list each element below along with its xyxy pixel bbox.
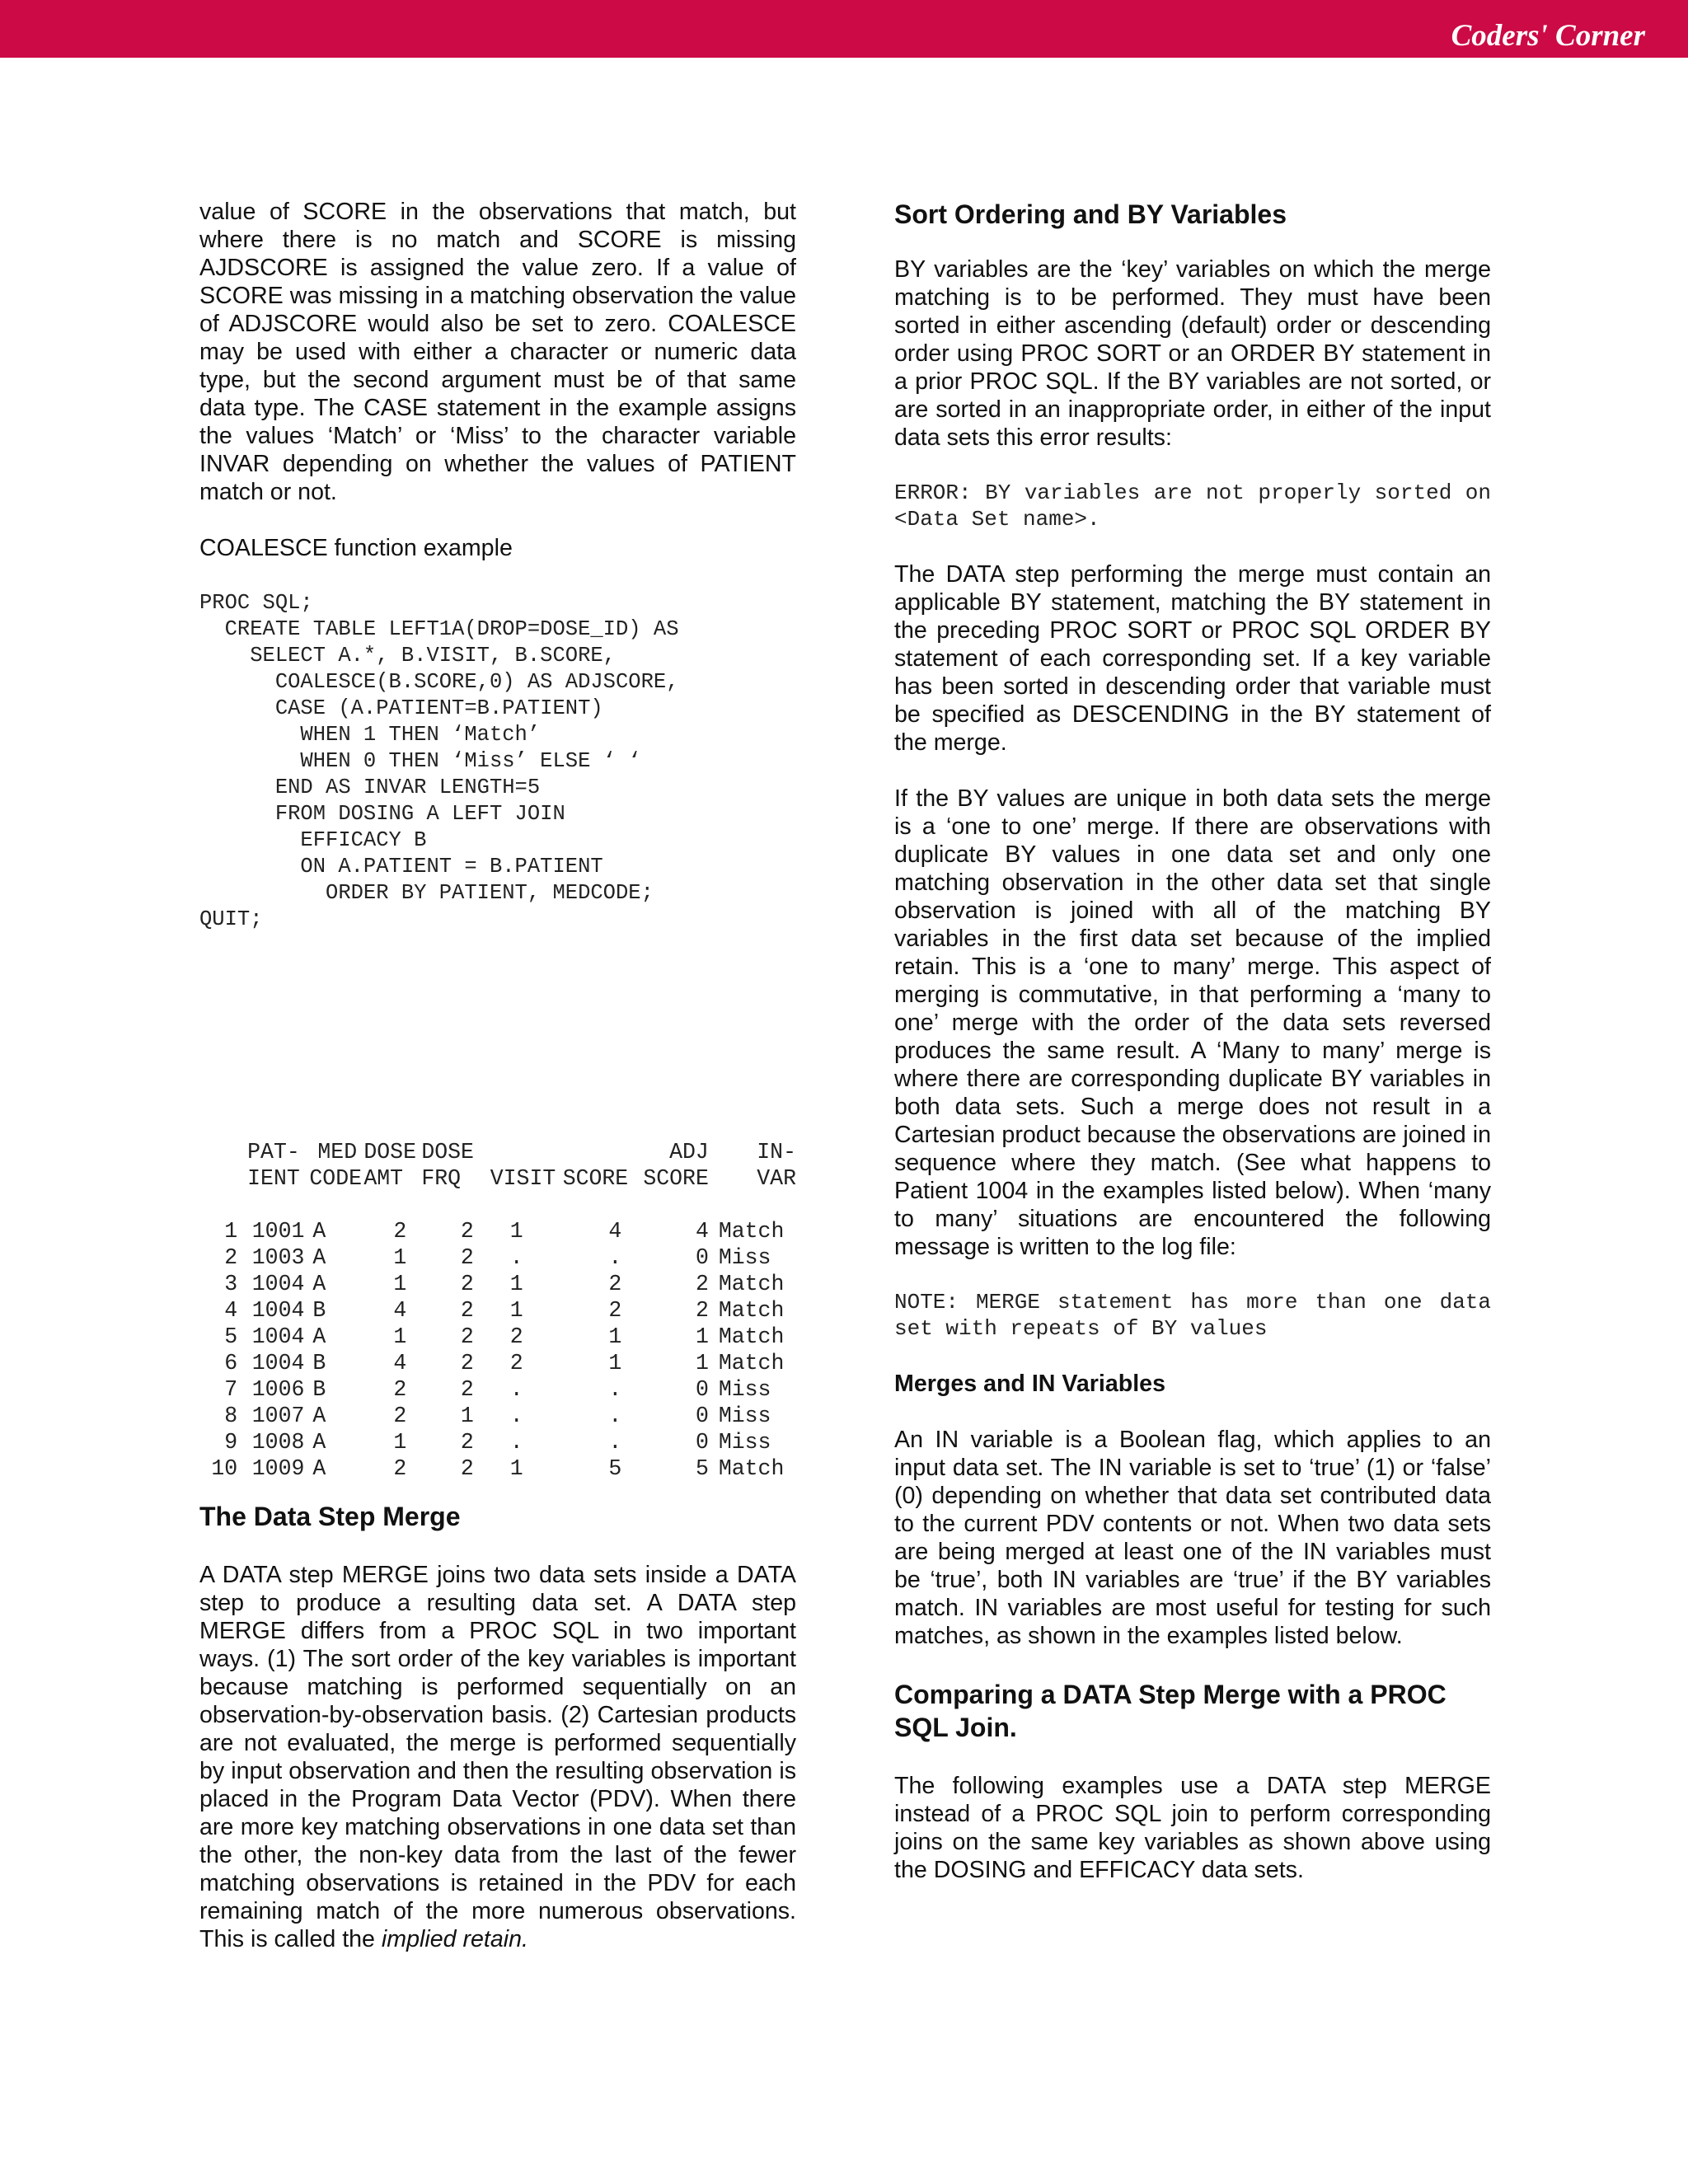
table-cell: Match: [718, 1219, 785, 1244]
table-cell: 9: [224, 1430, 238, 1455]
header-cell: IENT: [247, 1166, 300, 1191]
header-cell: FRQ: [421, 1166, 462, 1191]
table-cell: 1: [608, 1351, 622, 1376]
table-cell: A: [312, 1272, 326, 1296]
table-cell: 1004: [251, 1272, 305, 1296]
table-body: [199, 1218, 796, 1482]
note-message: NOTE: MERGE statement has more than one data set with repeats of BY values: [894, 1290, 1491, 1341]
table-cell: 4: [608, 1219, 622, 1244]
in-heading: Merges and IN Variables: [894, 1371, 1165, 1397]
table-cell: 1: [393, 1324, 407, 1349]
code-line: ORDER BY PATIENT, MEDCODE;: [199, 881, 654, 905]
table-cell: .: [608, 1377, 622, 1402]
code-line: ON A.PATIENT = B.PATIENT: [199, 855, 603, 879]
table-cell: Miss: [718, 1377, 771, 1402]
header-cell: VAR: [757, 1166, 796, 1191]
table-cell: 1008: [251, 1430, 305, 1455]
header-cell: SCORE: [562, 1166, 629, 1191]
table-row: [199, 1297, 796, 1324]
table-row: [199, 1376, 796, 1403]
table-cell: 1: [695, 1351, 709, 1376]
table-cell: .: [509, 1245, 523, 1270]
table-cell: 0: [695, 1377, 709, 1402]
header-cell: AMT: [363, 1166, 404, 1191]
table-cell: Match: [718, 1272, 785, 1296]
error-message: ERROR: BY variables are not properly sorted on <Data Set name>.: [894, 480, 1491, 532]
data-step-paragraph: The DATA step performing the merge must contain an applicable BY statement, matching the BY statement in the preceding PROC SORT or PROC SQL ORDER BY statement of each corresponding set. If a key variable has been sorted in descending order that variable must be specified as DESCENDING in the BY statement of the merge.: [894, 561, 1491, 756]
table-cell: 2: [460, 1245, 474, 1270]
table-row: [199, 1271, 796, 1297]
table-row: [199, 1455, 796, 1482]
table-cell: 2: [460, 1298, 474, 1323]
table-cell: 2: [393, 1456, 407, 1481]
header-cell: [199, 1139, 237, 1165]
table-cell: 2: [695, 1272, 709, 1296]
table-cell: .: [509, 1404, 523, 1428]
table-cell: 1004: [251, 1298, 305, 1323]
coalesce-paragraph: value of SCORE in the observations that match, but where there is no match and SCORE is missing AJDSCORE is assigned the value zero. If a value of SCORE was missing in a matching observation the value of ADJSCORE would also be set to zero. COALESCE may be used with either a character or numeric data type, but the second argument must be of that same data type. The CASE statement in the example assigns the values ‘Match’ or ‘Miss’ to the character variable INVAR depending on whether the values of PATIENT match or not.: [199, 199, 796, 505]
table-cell: .: [509, 1377, 523, 1402]
table-cell: 4: [393, 1298, 407, 1323]
table-cell: A: [312, 1430, 326, 1455]
table-cell: 2: [509, 1351, 523, 1376]
header-cell: PAT-: [247, 1140, 300, 1165]
table-cell: 5: [695, 1456, 709, 1481]
table-cell: 1: [509, 1298, 523, 1323]
left-column: [199, 198, 796, 1953]
table-cell: 2: [460, 1377, 474, 1402]
table-cell: 1007: [251, 1404, 305, 1428]
table-cell: 1: [608, 1324, 622, 1349]
header-cell: MED: [317, 1140, 358, 1165]
table-cell: .: [509, 1430, 523, 1455]
table-cell: 1001: [251, 1219, 305, 1244]
table-cell: 1: [509, 1219, 523, 1244]
code-line: CREATE TABLE LEFT1A(DROP=DOSE_ID) AS: [199, 617, 679, 641]
section-title: Coders' Corner: [1451, 19, 1645, 53]
table-cell: 5: [608, 1456, 622, 1481]
table-cell: 10: [211, 1456, 238, 1481]
table-cell: Match: [718, 1351, 785, 1376]
table-cell: 2: [460, 1351, 474, 1376]
table-cell: 1006: [251, 1377, 305, 1402]
header-cell: [556, 1139, 644, 1165]
header-cell: DOSE: [421, 1140, 474, 1165]
table-cell: 2: [460, 1324, 474, 1349]
header-cell: DOSE: [363, 1140, 416, 1165]
sort-heading: Sort Ordering and BY Variables: [894, 199, 1287, 229]
table-cell: 1009: [251, 1456, 305, 1481]
code-line: END AS INVAR LENGTH=5: [199, 776, 541, 799]
code-line: QUIT;: [199, 907, 263, 931]
table-cell: 0: [695, 1404, 709, 1428]
right-column: [894, 198, 1491, 1884]
code-line: SELECT A.*, B.VISIT, B.SCORE,: [199, 644, 616, 668]
header-cell: VISIT: [490, 1166, 556, 1191]
table-cell: 4: [695, 1219, 709, 1244]
table-cell: A: [312, 1456, 326, 1481]
table-cell: 5: [224, 1324, 238, 1349]
table-cell: 3: [224, 1272, 238, 1296]
code-line: CASE (A.PATIENT=B.PATIENT): [199, 696, 603, 720]
table-cell: 2: [460, 1456, 474, 1481]
table-cell: 2: [460, 1430, 474, 1455]
table-header-row: [199, 1139, 796, 1165]
table-cell: B: [312, 1298, 326, 1323]
merge-paragraph-text: A DATA step MERGE joins two data sets inside a DATA step to produce a resulting data set. A DATA step MERGE differs from a PROC SQL in two important ways. (1) The sort order of the key variables is important because matching is performed sequentially on an observation-by-observation basis. (2) Cartesian products are not evaluated, the merge is performed sequentially by input observation and then the resulting observation is placed in the Program Data Vector (PDV). When there are more key matching observations in one data set than the other, the non-key data from the last of the fewer matching observations is retained in the PDV for each remaining match of the more numerous observations. This is called the: [199, 1562, 796, 1952]
code-listing: [199, 590, 796, 933]
table-cell: 1004: [251, 1351, 305, 1376]
table-cell: 4: [393, 1351, 407, 1376]
table-row: [199, 1324, 796, 1350]
table-cell: A: [312, 1245, 326, 1270]
table-row: [199, 1350, 796, 1376]
table-cell: Match: [718, 1456, 785, 1481]
table-cell: 1: [224, 1219, 238, 1244]
by-values-paragraph: If the BY values are unique in both data sets the merge is a ‘one to one’ merge. If there are observations with duplicate BY values in one data set and only one matching observation in the other data set that single observation is joined with all of the matching BY variables in the first data set because of the implied retain. This is a ‘one to many’ merge. This aspect of merging is commutative, in that performing a ‘many to one’ merge with the order of the data sets reversed produces the same result. A ‘Many to many’ merge is where there are corresponding duplicate BY variables in both data sets. Such a merge does not result in a Cartesian product because the observations are joined in sequence where they match. (See what happens to Patient 1004 in the examples listed below). When ‘many to many’ situations are encountered the following message is written to the log file:: [894, 785, 1491, 1260]
table-cell: A: [312, 1324, 326, 1349]
header-cell: IN-: [757, 1140, 796, 1165]
table-cell: 1: [509, 1272, 523, 1296]
output-table: [199, 1139, 796, 1482]
table-cell: 6: [224, 1351, 238, 1376]
table-header-row: [199, 1165, 796, 1192]
table-cell: .: [608, 1430, 622, 1455]
table-row: [199, 1403, 796, 1429]
compare-paragraph: The following examples use a DATA step MERGE instead of a PROC SQL join to perform corresponding joins on the same key variables as shown above using the DOSING and EFFICACY data sets.: [894, 1773, 1491, 1883]
table-row: [199, 1244, 796, 1271]
compare-heading: Comparing a DATA Step Merge with a PROC SQL Join.: [894, 1680, 1447, 1742]
table-cell: .: [608, 1245, 622, 1270]
table-cell: 1: [393, 1245, 407, 1270]
table-cell: Match: [718, 1324, 785, 1349]
table-cell: 0: [695, 1430, 709, 1455]
table-cell: 2: [393, 1377, 407, 1402]
code-line: WHEN 1 THEN ‘Match’: [199, 723, 541, 747]
table-cell: 2: [393, 1404, 407, 1428]
table-cell: 2: [695, 1298, 709, 1323]
table-cell: 1: [509, 1456, 523, 1481]
implied-retain-term: implied retain.: [381, 1926, 528, 1952]
header-cell: CODE: [309, 1166, 363, 1191]
header-cell: [199, 1165, 237, 1192]
table-cell: A: [312, 1404, 326, 1428]
header-cell: SCORE: [643, 1166, 709, 1191]
header-banner: [0, 0, 1688, 58]
header-cell: [490, 1139, 556, 1165]
table-cell: 2: [509, 1324, 523, 1349]
table-cell: Miss: [718, 1404, 771, 1428]
code-line: EFFICACY B: [199, 828, 427, 852]
merge-paragraph: [199, 1561, 796, 1953]
code-line: PROC SQL;: [199, 591, 313, 615]
table-cell: 2: [460, 1272, 474, 1296]
table-row: [199, 1429, 796, 1455]
table-cell: .: [608, 1404, 622, 1428]
table-cell: 7: [224, 1377, 238, 1402]
table-cell: 2: [460, 1219, 474, 1244]
table-cell: 2: [393, 1219, 407, 1244]
header-cell: ADJ: [669, 1140, 709, 1165]
table-cell: 4: [224, 1298, 238, 1323]
table-cell: Miss: [718, 1430, 771, 1455]
code-line: COALESCE(B.SCORE,0) AS ADJSCORE,: [199, 670, 679, 694]
table-cell: 2: [608, 1298, 622, 1323]
code-line: WHEN 0 THEN ‘Miss’ ELSE ‘ ‘: [199, 749, 641, 773]
in-paragraph: An IN variable is a Boolean flag, which applies to an input data set. The IN variable is set to ‘true’ (1) or ‘false’ (0) depending on whether that data set contributed data to the current PDV contents or not. When two data sets are being merged at least one of the IN variables must be ‘true’, both IN variables are ‘true’ if the BY variables match. IN variables are most useful for testing for such matches, as shown in the examples listed below.: [894, 1427, 1491, 1649]
table-cell: Miss: [718, 1245, 771, 1270]
example-label: COALESCE function example: [199, 535, 513, 561]
table-cell: B: [312, 1377, 326, 1402]
table-cell: 1: [460, 1404, 474, 1428]
table-cell: 8: [224, 1404, 238, 1428]
table-cell: 1003: [251, 1245, 305, 1270]
table-cell: 2: [224, 1245, 238, 1270]
table-cell: 2: [608, 1272, 622, 1296]
table-cell: 1: [393, 1272, 407, 1296]
table-row: [199, 1218, 796, 1244]
code-line: FROM DOSING A LEFT JOIN: [199, 802, 565, 826]
table-cell: 1004: [251, 1324, 305, 1349]
table-cell: 1: [393, 1430, 407, 1455]
table-cell: 1: [695, 1324, 709, 1349]
table-cell: Match: [718, 1298, 785, 1323]
table-cell: A: [312, 1219, 326, 1244]
table-cell: 0: [695, 1245, 709, 1270]
table-cell: B: [312, 1351, 326, 1376]
sort-paragraph: BY variables are the ‘key’ variables on which the merge matching is to be performed. They must have been sorted in either ascending (default) order or descending order using PROC SORT or an ORDER BY statement in a prior PROC SQL. If the BY variables are not sorted, or are sorted in an inappropriate order, in either of the input data sets this error results:: [894, 256, 1491, 451]
merge-heading: The Data Step Merge: [199, 1502, 461, 1531]
